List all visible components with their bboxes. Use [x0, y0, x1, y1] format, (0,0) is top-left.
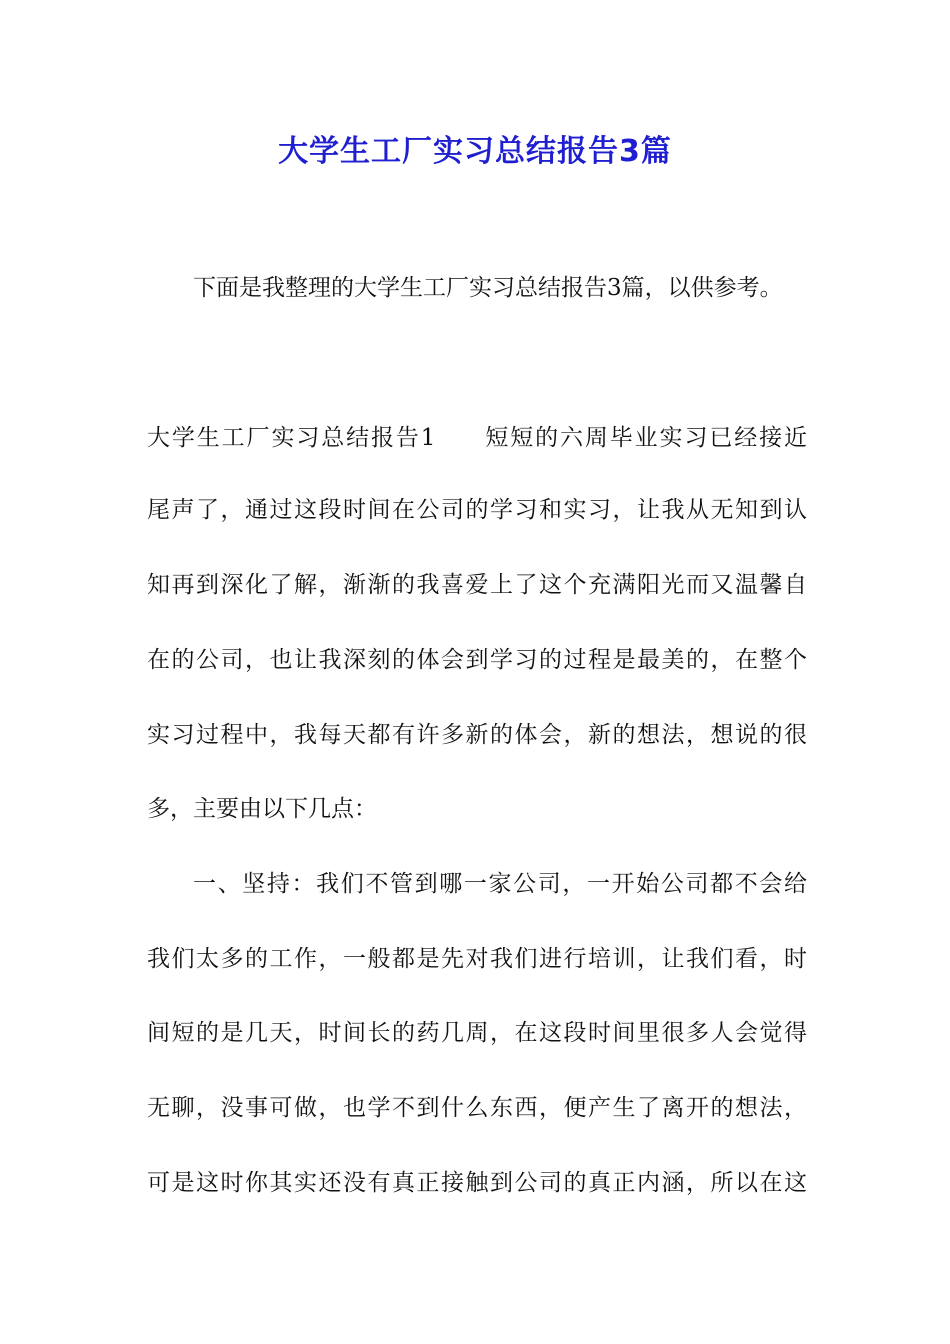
body-line: 多，主要由以下几点：: [147, 796, 377, 822]
body-line: 可是这时你其实还没有真正接触到公司的真正内涵，所以在这: [147, 1170, 807, 1196]
body-line: 在的公司，也让我深刻的体会到学习的过程是最美的，在整个: [147, 647, 807, 673]
document-title: 大学生工厂实习总结报告3篇: [278, 134, 672, 169]
section-1-heading: 大学生工厂实习总结报告1: [147, 425, 436, 451]
body-line: 尾声了，通过这段时间在公司的学习和实习，让我从无知到认: [147, 497, 807, 523]
body-line: 一、坚持：我们不管到哪一家公司，一开始公司都不会给: [193, 871, 807, 897]
body-line: 短短的六周毕业实习已经接近: [483, 425, 808, 451]
body-line: 知再到深化了解，渐渐的我喜爱上了这个充满阳光而又温馨自: [147, 572, 807, 598]
intro-paragraph: 下面是我整理的大学生工厂实习总结报告3篇，以供参考。: [193, 275, 783, 301]
body-line: 无聊，没事可做，也学不到什么东西，便产生了离开的想法，: [147, 1095, 807, 1121]
body-line: 我们太多的工作，一般都是先对我们进行培训，让我们看，时: [147, 946, 807, 972]
body-line: 间短的是几天，时间长的药几周，在这段时间里很多人会觉得: [147, 1020, 807, 1046]
section-1-first-line: [147, 420, 807, 456]
body-line: 实习过程中，我每天都有许多新的体会，新的想法，想说的很: [147, 722, 807, 748]
